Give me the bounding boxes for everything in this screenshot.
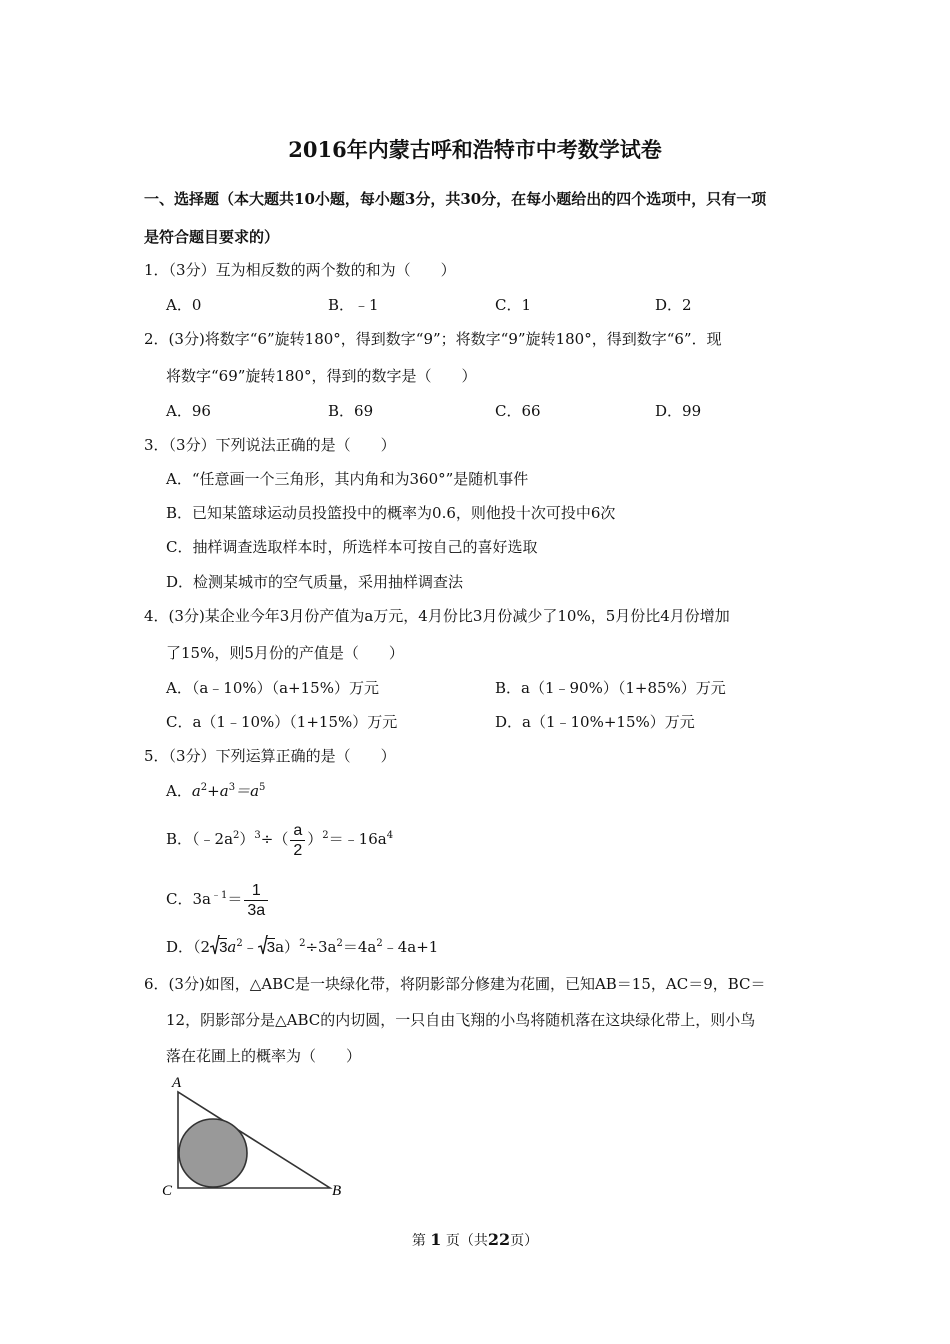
exponent: 2 (233, 830, 240, 841)
fraction (290, 821, 305, 860)
expr-part: ） (239, 830, 255, 848)
q2-option-d[interactable]: D．99 (655, 402, 702, 420)
numerator: 1 (244, 881, 268, 901)
q3-option-d[interactable]: D．检测某城市的空气质量，采用抽样调查法 (166, 573, 464, 591)
exponent: 3 (228, 782, 236, 793)
triangle-figure (160, 1072, 360, 1202)
exponent: 2 (376, 938, 383, 949)
expr-part: ÷（ (260, 830, 289, 848)
expr-part: （﹣2a (192, 830, 234, 848)
question-4: 4．(3分)某企业今年3月份产值为a万元，4月份比3月份减少了10%，5月份比4月份增加 (144, 607, 730, 625)
q1-option-c[interactable]: C．1 (495, 296, 532, 314)
q3-option-b[interactable]: B．已知某篮球运动员投篮投中的概率为0.6，则他投十次可投中6次 (166, 504, 616, 522)
section-heading-cont: 是符合题目要求的） (144, 228, 280, 246)
expr-part: ﹣4a+1 (382, 938, 439, 956)
q5-option-a[interactable] (166, 781, 265, 801)
exponent: 2 (236, 938, 243, 949)
page-title: 2016年内蒙古呼和浩特市中考数学试卷 (288, 137, 662, 162)
q5-option-c[interactable] (166, 880, 270, 920)
numerator: a (290, 821, 305, 841)
expr-part: ＝﹣16a (328, 830, 387, 848)
question-4-cont: 了15%，则5月份的产值是（ ） (166, 644, 404, 662)
question-2-cont: 将数字“69”旋转180°，得到的数字是（ ） (166, 367, 477, 385)
expr-part: （2 (193, 938, 211, 956)
q3-option-a[interactable]: A．“任意画一个三角形，其内角和为360°”是随机事件 (166, 470, 529, 488)
section-heading: 一、选择题（本大题共10小题，每小题3分，共30分，在每小题给出的四个选项中，只有一项 (144, 190, 767, 208)
sqrt-symbol (210, 937, 227, 958)
page-footer (0, 1230, 950, 1251)
expr-part: a (227, 938, 237, 956)
incircle-shaded (179, 1119, 247, 1187)
page-number: 1 (430, 1230, 442, 1249)
question-3: 3．（3分）下列说法正确的是（ ） (144, 436, 396, 454)
expr-part: a） (275, 938, 300, 956)
q3-option-c[interactable]: C．抽样调查选取样本时，所选样本可按自己的喜好选取 (166, 538, 538, 556)
q1-option-b[interactable]: B．﹣1 (328, 296, 379, 314)
footer-text: 第 (411, 1233, 426, 1249)
exponent: 3 (254, 830, 261, 841)
vertex-label-b: B (332, 1183, 342, 1199)
expr-part: ÷3a (305, 938, 337, 956)
q1-option-d[interactable]: D．2 (655, 296, 692, 314)
sqrt-symbol (258, 937, 275, 958)
question-6: 6．(3分)如图，△ABC是一块绿化带，将阴影部分修建为花圃，已知AB＝15，AC＝9，BC＝ (144, 975, 766, 993)
vertex-label-a: A (172, 1075, 182, 1091)
expr-part: +a (207, 782, 229, 800)
footer-text: 页） (510, 1233, 539, 1249)
q2-option-a[interactable]: A．96 (166, 402, 211, 420)
question-5: 5．（3分）下列运算正确的是（ ） (144, 747, 396, 765)
q2-option-c[interactable]: C．66 (495, 402, 541, 420)
question-6-cont: 12，阴影部分是△ABC的内切圆，一只自由飞翔的小鸟将随机落在这块绿化带上，则小鸟 (166, 1011, 756, 1029)
expr-part: ﹣ (242, 938, 258, 956)
fraction (244, 881, 268, 920)
question-6-cont2: 落在花圃上的概率为（ ） (166, 1047, 362, 1065)
question-1: 1．（3分）互为相反数的两个数的和为（ ） (144, 261, 456, 279)
expr-part: ） (307, 830, 323, 848)
denominator: 3a (247, 901, 266, 919)
vertex-label-c: C (162, 1183, 173, 1199)
q4-option-a[interactable]: A．（a﹣10%）（a+15%）万元 (166, 679, 379, 697)
exponent: 2 (336, 938, 343, 949)
exponent: 4 (386, 830, 394, 841)
q4-option-b[interactable]: B．a（1﹣90%）（1+85%）万元 (495, 679, 726, 697)
exponent: 2 (322, 830, 329, 841)
expr-part: ＝ (227, 890, 243, 908)
q5-option-d[interactable] (166, 937, 438, 958)
page-total: 22 (487, 1230, 511, 1249)
q4-option-d[interactable]: D．a（1﹣10%+15%）万元 (495, 713, 695, 731)
expr-part: a (191, 782, 201, 800)
option-letter: D． (166, 938, 194, 956)
exponent: 2 (200, 782, 208, 793)
question-2: 2．(3分)将数字“6”旋转180°，得到数字“9”；将数字“9”旋转180°，得到数字“6”．现 (144, 330, 722, 348)
option-letter: B． (166, 830, 193, 848)
denominator: 2 (293, 841, 303, 859)
exponent: 5 (259, 782, 266, 793)
option-letter: C． (166, 890, 193, 908)
q5-option-b[interactable] (166, 820, 393, 860)
q1-option-a[interactable]: A．0 (166, 296, 202, 314)
expr-part: ＝4a (342, 938, 377, 956)
radicand: 3 (266, 939, 276, 956)
option-letter: A． (166, 782, 192, 800)
footer-text: 页（共 (445, 1233, 488, 1249)
radicand: 3 (219, 939, 228, 956)
expr-part: 3a (192, 890, 211, 908)
exponent: ﹣1 (210, 890, 228, 901)
exponent: 2 (299, 938, 306, 949)
expr-part: ＝a (235, 782, 260, 800)
q2-option-b[interactable]: B．69 (328, 402, 374, 420)
q4-option-c[interactable]: C．a（1﹣10%）（1+15%）万元 (166, 713, 398, 731)
